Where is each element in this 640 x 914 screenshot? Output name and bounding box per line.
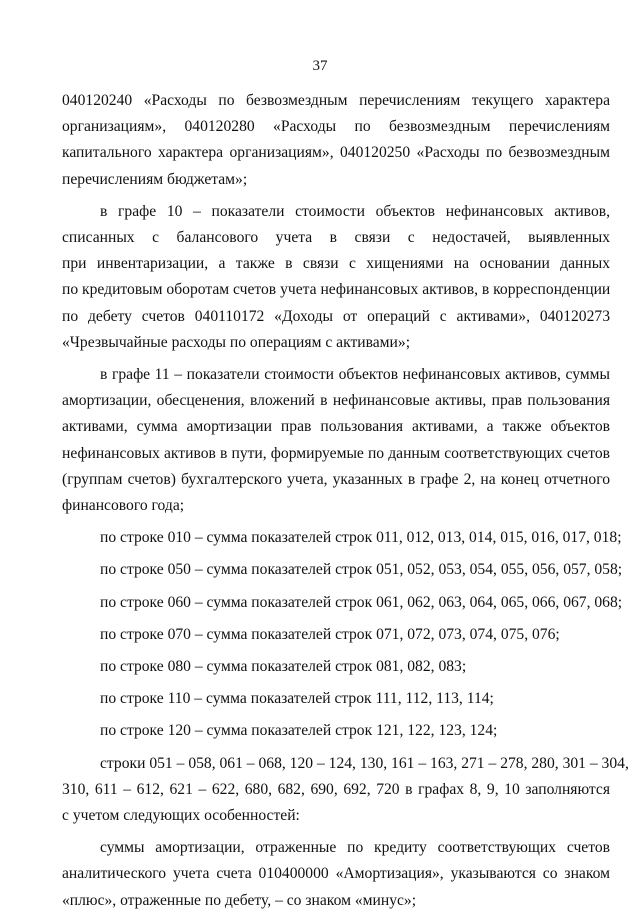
paragraph bbox=[62, 525, 622, 551]
paragraph bbox=[62, 835, 610, 914]
paragraph bbox=[62, 622, 610, 648]
document-body bbox=[62, 88, 629, 914]
text-line: суммы амортизации, отраженные по кредиту соответствующих счетов bbox=[100, 839, 610, 857]
text-line: «Чрезвычайные расходы по операциям с активами»; bbox=[62, 333, 411, 351]
text-line: по строке 010 – сумма показателей строк 011, 012, 013, 014, 015, 016, 017, 018; bbox=[100, 529, 622, 547]
paragraph bbox=[62, 751, 629, 830]
paragraph bbox=[62, 362, 610, 519]
paragraph bbox=[62, 590, 623, 616]
paragraph bbox=[62, 199, 610, 356]
text-line: по строке 120 – сумма показателей строк 121, 122, 123, 124; bbox=[100, 722, 498, 740]
paragraph bbox=[62, 557, 623, 583]
text-line: «плюс», отраженные по дебету, – со знаком «минус»; bbox=[62, 891, 417, 909]
text-line: 310, 611 – 612, 621 – 622, 680, 682, 690, 692, 720 в графах 8, 9, 10 заполняются bbox=[62, 780, 610, 798]
paragraph bbox=[62, 718, 610, 744]
text-line: с учетом следующих особенностей: bbox=[62, 807, 300, 825]
text-line: списанных с балансового учета в связи с недостачей, выявленных bbox=[62, 229, 610, 247]
text-line: амортизации, обесценения, вложений в нефинансовые активы, прав пользования bbox=[62, 392, 610, 410]
text-line: строки 051 – 058, 061 – 068, 120 – 124, 130, 161 – 163, 271 – 278, 280, 301 – 304, bbox=[100, 754, 629, 772]
text-line: в графе 11 – показатели стоимости объектов нефинансовых активов, суммы bbox=[100, 366, 610, 384]
text-line: по кредитовым оборотам счетов учета нефинансовых активов, в корреспонденции bbox=[62, 281, 611, 299]
text-line: в графе 10 – показатели стоимости объектов нефинансовых активов, bbox=[100, 202, 610, 220]
text-line: по строке 050 – сумма показателей строк 051, 052, 053, 054, 055, 056, 057, 058; bbox=[100, 561, 623, 579]
text-line: по строке 070 – сумма показателей строк 071, 072, 073, 074, 075, 076; bbox=[100, 625, 560, 643]
text-line: перечислениям бюджетам»; bbox=[62, 170, 248, 188]
text-line: аналитического учета счета 010400000 «Амортизация», указываются со знаком bbox=[62, 865, 610, 883]
text-line: нефинансовых активов в пути, формируемые по данным соответствующих счетов bbox=[62, 444, 610, 462]
text-line: организациям», 040120280 «Расходы по безвозмездным перечислениям bbox=[62, 118, 610, 136]
text-line: по дебету счетов 040110172 «Доходы от операций с активами», 040120273 bbox=[62, 307, 610, 325]
text-line: капитального характера организациям», 040120250 «Расходы по безвозмездным bbox=[62, 144, 610, 162]
text-line: по строке 080 – сумма показателей строк 081, 082, 083; bbox=[100, 658, 467, 676]
text-line: при инвентаризации, а также в связи с хищениями на основании данных bbox=[62, 255, 610, 273]
text-line: по строке 060 – сумма показателей строк 061, 062, 063, 064, 065, 066, 067, 068; bbox=[100, 593, 623, 611]
paragraph bbox=[62, 88, 610, 193]
page-number: 37 bbox=[312, 58, 328, 74]
text-line: активами, сумма амортизации прав пользования активами, а также объектов bbox=[62, 418, 610, 436]
paragraph bbox=[62, 686, 610, 712]
text-line: (группам счетов) бухгалтерского учета, указанных в графе 2, на конец отчетного bbox=[62, 470, 610, 488]
text-line: 040120240 «Расходы по безвозмездным перечислениям текущего характера bbox=[62, 92, 610, 109]
text-line: финансового года; bbox=[62, 497, 185, 515]
paragraph bbox=[62, 654, 610, 680]
text-line: по строке 110 – сумма показателей строк 111, 112, 113, 114; bbox=[100, 690, 494, 708]
